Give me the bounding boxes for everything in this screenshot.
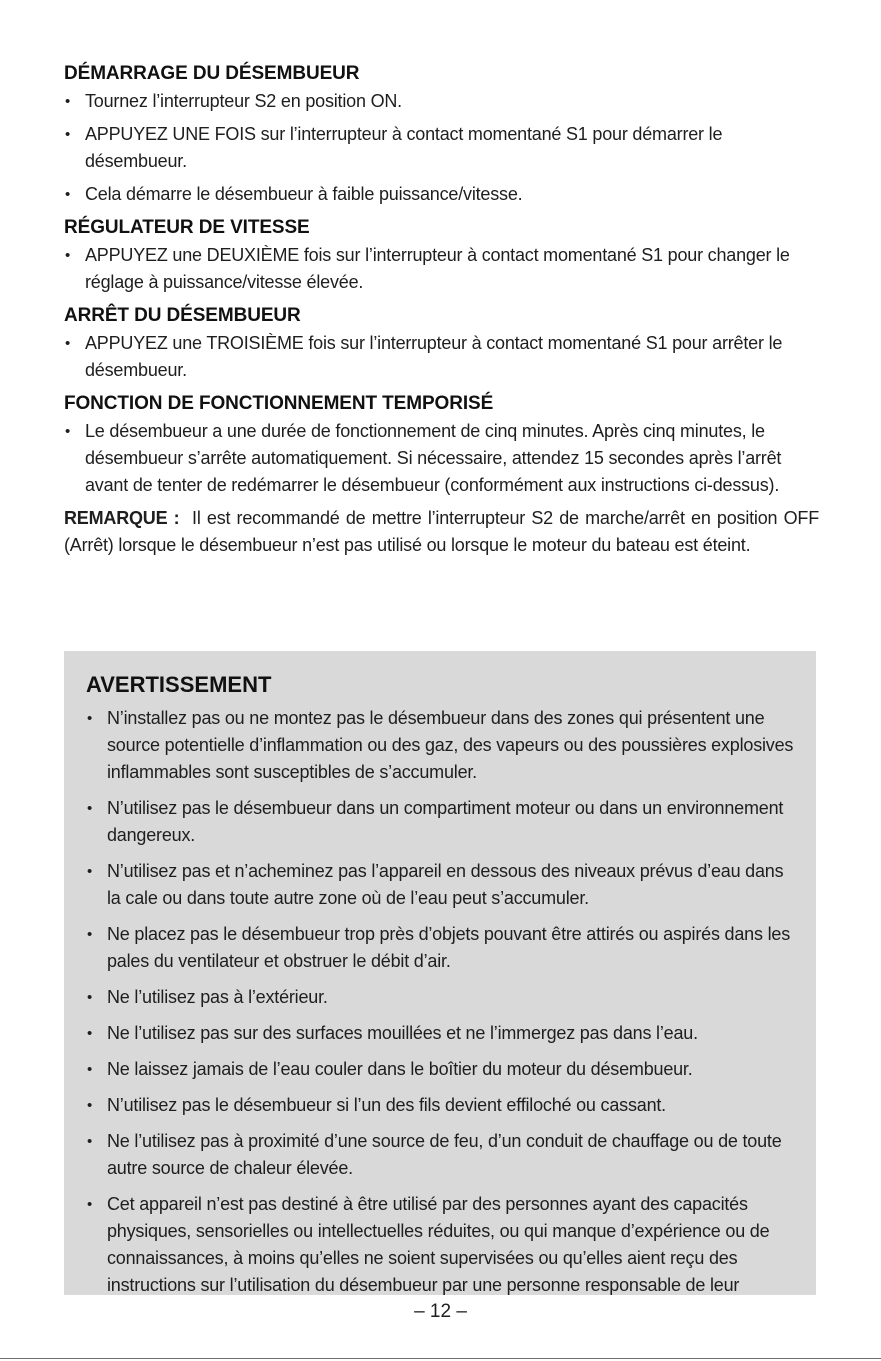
section-title-stop: ARRÊT DU DÉSEMBUEUR (64, 305, 301, 326)
warning-item: • Ne l’utilisez pas à l’extérieur. (86, 984, 798, 1011)
section-list-timer (64, 418, 819, 499)
warning-content (86, 669, 798, 1295)
bottom-divider (0, 1358, 881, 1359)
warning-list (86, 705, 798, 1295)
list-item: • APPUYEZ une TROISIÈME fois sur l’interrupteur à contact momentané S1 pour arrêter le désembueur. (64, 330, 819, 384)
warning-item: • Ne l’utilisez pas sur des surfaces mouillées et ne l’immergez pas dans l’eau. (86, 1020, 798, 1047)
section-title-timer: FONCTION DE FONCTIONNEMENT TEMPORISÉ (64, 393, 494, 414)
section-list-start (64, 88, 819, 208)
section-title-start: DÉMARRAGE DU DÉSEMBUEUR (64, 63, 360, 84)
note-paragraph (64, 505, 819, 559)
list-item: • Tournez l’interrupteur S2 en position ON. (64, 88, 819, 115)
list-item: • APPUYEZ UNE FOIS sur l’interrupteur à contact momentané S1 pour démarrer le désembueur. (64, 121, 819, 175)
warning-item: • N’utilisez pas le désembueur dans un compartiment moteur ou dans un environnement dangereux. (86, 795, 798, 849)
list-item: • APPUYEZ une DEUXIÈME fois sur l’interrupteur à contact momentané S1 pour changer le réglage à puissance/vitesse élevée. (64, 242, 819, 296)
warning-item: • N’utilisez pas le désembueur si l’un des fils devient effiloché ou cassant. (86, 1092, 798, 1119)
list-item: • Cela démarre le désembueur à faible puissance/vitesse. (64, 181, 819, 208)
warning-item: • Ne l’utilisez pas à proximité d’une source de feu, d’un conduit de chauffage ou de toute autre source de chaleur élevée. (86, 1128, 798, 1182)
warning-item: • N’utilisez pas et n’acheminez pas l’appareil en dessous des niveaux prévus d’eau dans la cale ou dans toute autre zone où de l’eau peut s’accumuler. (86, 858, 798, 912)
warning-box (64, 651, 816, 1295)
note-text: Il est recommandé de mettre l’interrupteur S2 de marche/arrêt en position OFF (Arrêt) lorsque le désembueur n’est pas utilisé ou lorsque le moteur du bateau est éteint. (64, 508, 820, 555)
warning-item: • N’installez pas ou ne montez pas le désembueur dans des zones qui présentent une source potentielle d’inflammation ou des gaz, des vapeurs ou des poussières explosives inflammables sont susceptibles de s’accumuler. (86, 705, 798, 786)
list-item: • Le désembueur a une durée de fonctionnement de cinq minutes. Après cinq minutes, le désembueur s’arrête automatiquement. Si nécessaire, attendez 15 secondes après l’arrêt avant de tenter de redémarrer le désembueur (conformément aux instructions ci-dessus). (64, 418, 819, 499)
page-number: – 12 – (414, 1301, 467, 1322)
warning-item: • Ne placez pas le désembueur trop près d’objets pouvant être attirés ou aspirés dans les pales du ventilateur et obstruer le débit d’air. (86, 921, 798, 975)
warning-item: • Ne laissez jamais de l’eau couler dans le boîtier du moteur du désembueur. (86, 1056, 798, 1083)
warning-item: • Cet appareil n’est pas destiné à être utilisé par des personnes ayant des capacités physiques, sensorielles ou intellectuelles réduites, ou qui manque d’expérience ou de connaissances, à moins qu’elles ne soient supervisées ou qu’elles aient reçu des instructions sur l’utilisation du désembueur par une personne responsable de leur (86, 1191, 798, 1295)
note-label: REMARQUE : (64, 508, 180, 528)
instructions-content (64, 60, 819, 559)
section-title-speed: RÉGULATEUR DE VITESSE (64, 217, 310, 238)
section-list-speed (64, 242, 819, 296)
warning-title: AVERTISSEMENT (86, 672, 272, 697)
section-list-stop (64, 330, 819, 384)
